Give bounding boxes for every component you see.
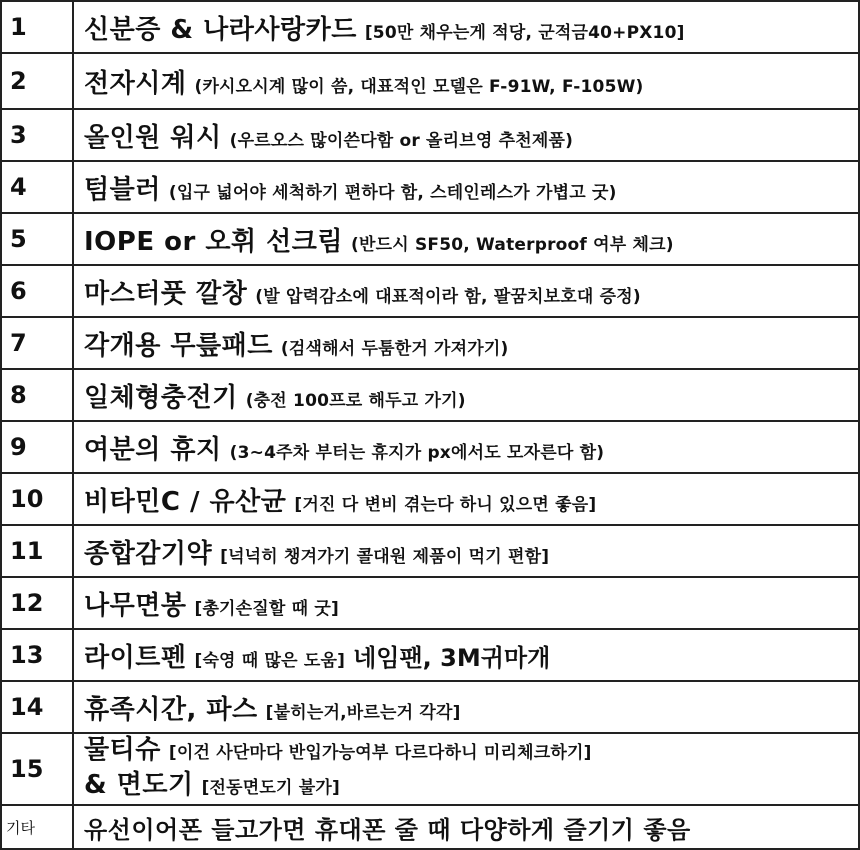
table-row bbox=[1, 109, 859, 161]
item-content bbox=[73, 369, 859, 421]
table-row bbox=[1, 161, 859, 213]
item-content bbox=[73, 109, 859, 161]
item-number: 10 bbox=[1, 473, 73, 525]
item-number: 8 bbox=[1, 369, 73, 421]
table-row bbox=[1, 681, 859, 733]
item-number: 13 bbox=[1, 629, 73, 681]
item-note: (발 압력감소에 대표적이라 함, 팔꿈치보호대 증정) bbox=[255, 286, 641, 307]
item-content bbox=[73, 53, 859, 109]
item-number: 1 bbox=[1, 1, 73, 53]
item-content bbox=[73, 1, 859, 53]
item-number: 2 bbox=[1, 53, 73, 109]
table-row bbox=[1, 265, 859, 317]
item-title: 신분증 & 나라사랑카드 bbox=[84, 14, 357, 45]
item-content bbox=[73, 577, 859, 629]
item-note: [거진 다 변비 겪는다 하니 있으면 좋음] bbox=[294, 494, 597, 515]
item-note: [숙영 때 많은 도움] bbox=[194, 650, 346, 671]
item-content bbox=[73, 317, 859, 369]
table-row bbox=[1, 629, 859, 681]
item-note: (카시오시계 많이 씀, 대표적인 모델은 F-91W, F-105W) bbox=[194, 76, 644, 97]
item-title: 물티슈 bbox=[84, 735, 161, 765]
item-title: 각개용 무릎패드 bbox=[84, 330, 273, 361]
item-content bbox=[73, 265, 859, 317]
item-note: (3~4주차 부터는 휴지가 px에서도 모자른다 함) bbox=[229, 442, 605, 463]
item-note: (반드시 SF50, Waterproof 여부 체크) bbox=[351, 234, 674, 255]
table-row bbox=[1, 733, 859, 805]
item-number: 14 bbox=[1, 681, 73, 733]
item-number: 9 bbox=[1, 421, 73, 473]
item-title: 텀블러 bbox=[84, 174, 161, 205]
table-row bbox=[1, 421, 859, 473]
table-row bbox=[1, 53, 859, 109]
item-content bbox=[73, 629, 859, 681]
item-number: 4 bbox=[1, 161, 73, 213]
item-note: [넉넉히 챙겨가기 콜대원 제품이 먹기 편함] bbox=[220, 546, 550, 567]
item-note: [총기손질할 때 굿] bbox=[194, 598, 339, 619]
table-row bbox=[1, 525, 859, 577]
item-content bbox=[73, 161, 859, 213]
item-content bbox=[73, 733, 859, 805]
item-content bbox=[73, 525, 859, 577]
item-line bbox=[84, 734, 858, 769]
item-note: (우르오스 많이쓴다함 or 올리브영 추천제품) bbox=[229, 130, 574, 151]
other-text: 유선이어폰 들고가면 휴대폰 줄 때 다양하게 즐기기 좋음 bbox=[84, 815, 691, 844]
table-row bbox=[1, 213, 859, 265]
item-note: (충전 100프로 해두고 가기) bbox=[245, 390, 466, 411]
table-row bbox=[1, 577, 859, 629]
item-line bbox=[84, 769, 858, 804]
item-title: & 면도기 bbox=[84, 770, 194, 800]
item-title: 마스터풋 깔창 bbox=[84, 278, 248, 309]
item-note: [전동면도기 불가] bbox=[201, 778, 340, 798]
item-title: 휴족시간, 파스 bbox=[84, 694, 258, 725]
item-title: 나무면봉 bbox=[84, 590, 187, 621]
item-number: 15 bbox=[1, 733, 73, 805]
table-row bbox=[1, 369, 859, 421]
table-row bbox=[1, 317, 859, 369]
item-content bbox=[73, 681, 859, 733]
item-title: 올인원 워시 bbox=[84, 122, 222, 153]
item-note: (입구 넓어야 세척하기 편하다 함, 스테인레스가 가볍고 굿) bbox=[168, 182, 617, 203]
item-number: 7 bbox=[1, 317, 73, 369]
item-number: 6 bbox=[1, 265, 73, 317]
item-number: 3 bbox=[1, 109, 73, 161]
item-number: 5 bbox=[1, 213, 73, 265]
item-content bbox=[73, 213, 859, 265]
item-title: 여분의 휴지 bbox=[84, 434, 222, 465]
item-note: [50만 채우는게 적당, 군적금40+PX10] bbox=[364, 22, 685, 43]
item-content bbox=[73, 473, 859, 525]
table-row bbox=[1, 473, 859, 525]
other-content bbox=[73, 805, 859, 849]
item-title: 일체형충전기 bbox=[84, 382, 238, 413]
item-title: IOPE or 오휘 선크림 bbox=[84, 226, 344, 257]
item-number: 12 bbox=[1, 577, 73, 629]
other-label: 기타 bbox=[1, 805, 73, 849]
item-note: [붙히는거,바르는거 각각] bbox=[265, 702, 461, 723]
item-content bbox=[73, 421, 859, 473]
item-title: 전자시계 bbox=[84, 68, 187, 99]
item-title: 비타민C / 유산균 bbox=[84, 486, 287, 517]
item-extra: 네임팬, 3M귀마개 bbox=[353, 643, 551, 672]
item-title: 종합감기약 bbox=[84, 538, 213, 569]
item-note: (검색해서 두툼한거 가져가기) bbox=[280, 338, 509, 359]
table-row bbox=[1, 1, 859, 53]
item-number: 11 bbox=[1, 525, 73, 577]
item-note: [이건 사단마다 반입가능여부 다르다하니 미리체크하기] bbox=[168, 743, 592, 763]
table-row bbox=[1, 805, 859, 849]
item-title: 라이트펜 bbox=[84, 642, 187, 673]
